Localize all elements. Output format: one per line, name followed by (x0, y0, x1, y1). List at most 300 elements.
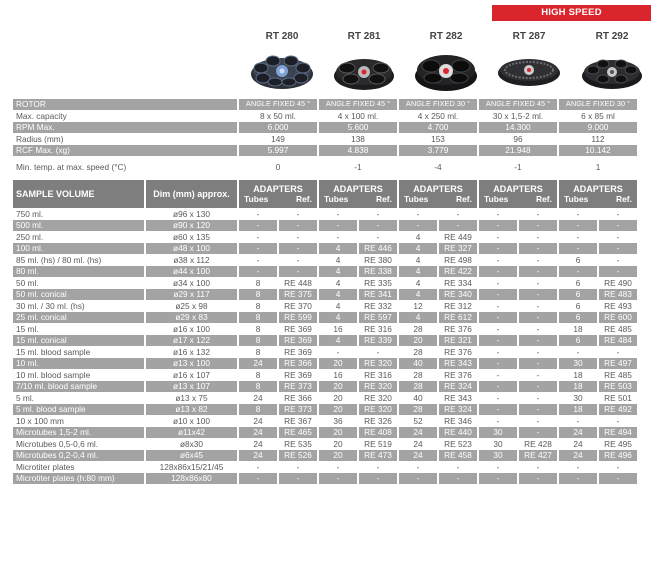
tubes-count: - (479, 462, 517, 473)
adapter-ref: RE 369 (279, 324, 317, 335)
tubes-count: - (479, 220, 517, 231)
sample-row (13, 370, 637, 381)
adapter-ref: - (519, 324, 557, 335)
sample-dimension: ø29 x 117 (146, 289, 237, 300)
tubes-count: 8 (239, 381, 277, 392)
tubes-count: - (479, 404, 517, 415)
tubes-count: - (479, 301, 517, 312)
tubes-count: - (559, 209, 597, 220)
spec-value: 4.838 (319, 145, 397, 156)
sample-label: 5 ml. (13, 393, 144, 404)
tubes-count: - (479, 473, 517, 484)
sample-dimension: ø29 x 83 (146, 312, 237, 323)
spec-value: -1 (319, 157, 397, 179)
tubes-count: 24 (239, 358, 277, 369)
adapter-ref: RE 494 (599, 427, 637, 438)
sample-dimension: ø11x42 (146, 427, 237, 438)
adapter-ref: RE 343 (439, 393, 477, 404)
adapter-ref: - (599, 243, 637, 254)
adapter-ref: - (439, 473, 477, 484)
adapter-ref: RE 495 (599, 439, 637, 450)
tubes-count: - (319, 209, 357, 220)
spec-label: Min. temp. at max. speed (°C) (13, 157, 237, 179)
adapter-ref: RE 316 (359, 324, 397, 335)
spec-value: 14.300 (479, 122, 557, 133)
sample-row (13, 473, 637, 484)
spec-row (13, 145, 637, 156)
tubes-count: - (559, 232, 597, 243)
tubes-count: - (399, 473, 437, 484)
adapter-ref: RE 408 (359, 427, 397, 438)
adapter-ref: - (359, 232, 397, 243)
adapter-ref: RE 427 (519, 450, 557, 461)
tubes-count: 20 (319, 450, 357, 461)
sample-label: 7/10 ml. blood sample (13, 381, 144, 392)
sample-dimension: ø13 x 75 (146, 393, 237, 404)
tubes-count: - (479, 243, 517, 254)
tubes-count: 4 (399, 266, 437, 277)
adapter-ref: RE 600 (599, 312, 637, 323)
tubes-count: 4 (399, 312, 437, 323)
tubes-count: 4 (399, 255, 437, 266)
adapter-ref: - (519, 209, 557, 220)
tubes-count: 4 (319, 278, 357, 289)
spec-value: 1 (559, 157, 637, 179)
adapter-ref: - (359, 473, 397, 484)
adapter-ref: - (519, 301, 557, 312)
adapter-ref: - (519, 393, 557, 404)
tubes-count: - (319, 347, 357, 358)
spec-value: 5.600 (319, 122, 397, 133)
sample-row (13, 289, 637, 300)
adapter-ref: - (439, 220, 477, 231)
tubes-count: 30 (479, 439, 517, 450)
sample-dimension: ø38 x 112 (146, 255, 237, 266)
tubes-count: - (559, 416, 597, 427)
spec-value: -1 (479, 157, 557, 179)
sample-dimension: ø44 x 100 (146, 266, 237, 277)
tubes-count: 24 (399, 427, 437, 438)
adapter-ref: RE 523 (439, 439, 477, 450)
tubes-count: 18 (559, 370, 597, 381)
tubes-count: 24 (559, 439, 597, 450)
tubes-count: 20 (319, 358, 357, 369)
sample-dimension: ø13 x 100 (146, 358, 237, 369)
adapter-ref: RE 497 (599, 358, 637, 369)
spec-rows (13, 99, 637, 179)
sample-row (13, 266, 637, 277)
tubes-count: 8 (239, 312, 277, 323)
sample-dimension: ø10 x 100 (146, 416, 237, 427)
tubes-count: 30 (559, 358, 597, 369)
adapter-ref: - (519, 255, 557, 266)
adapter-ref: RE 369 (279, 347, 317, 358)
sample-dimension: ø6x45 (146, 450, 237, 461)
adapter-ref: - (439, 209, 477, 220)
sample-label: Microtubes 1,5-2 ml. (13, 427, 144, 438)
adapter-ref: - (519, 416, 557, 427)
tubes-count: 24 (559, 427, 597, 438)
tubes-count: 6 (559, 312, 597, 323)
tubes-count: - (479, 312, 517, 323)
adapter-ref: RE 483 (599, 289, 637, 300)
tubes-count: - (479, 347, 517, 358)
adapter-ref: RE 599 (279, 312, 317, 323)
adapter-ref: RE 340 (439, 289, 477, 300)
adapter-ref: RE 485 (599, 324, 637, 335)
sample-label: 25 ml. conical (13, 312, 144, 323)
rotor-rt292-image (575, 46, 649, 94)
adapter-ref: RE 366 (279, 393, 317, 404)
spec-value: 0 (239, 157, 317, 179)
sample-label: Microtiter plates (h:80 mm) (13, 473, 144, 484)
spec-value: 138 (319, 134, 397, 145)
spec-label: RPM Max. (13, 122, 237, 133)
tubes-count: - (239, 266, 277, 277)
adapter-ref: RE 492 (599, 404, 637, 415)
tubes-count: 24 (399, 439, 437, 450)
adapter-ref: RE 327 (439, 243, 477, 254)
tubes-count: 18 (559, 324, 597, 335)
adapter-ref: - (359, 220, 397, 231)
adapter-ref: - (519, 289, 557, 300)
spec-row (13, 99, 637, 110)
tubes-count: - (399, 462, 437, 473)
sample-rows (13, 209, 637, 484)
adapter-ref: - (279, 209, 317, 220)
tubes-count: 8 (239, 335, 277, 346)
adapter-ref: RE 448 (279, 278, 317, 289)
sample-label: 15 ml. conical (13, 335, 144, 346)
adapter-ref: RE 376 (439, 324, 477, 335)
tubes-count: 20 (399, 335, 437, 346)
adapter-ref: - (279, 266, 317, 277)
tubes-count: 4 (319, 255, 357, 266)
adapter-ref: - (359, 209, 397, 220)
adapters-heading-rt281: ADAPTERS Tubes Ref. (319, 180, 397, 208)
adapter-ref: RE 320 (359, 404, 397, 415)
sample-row (13, 278, 637, 289)
rotor-rt282-image (409, 46, 483, 94)
sample-row (13, 439, 637, 450)
tubes-count: - (479, 324, 517, 335)
adapter-ref: - (519, 312, 557, 323)
adapter-ref: - (599, 209, 637, 220)
sample-row (13, 243, 637, 254)
tubes-count: - (479, 370, 517, 381)
adapter-ref: RE 373 (279, 404, 317, 415)
adapter-ref: RE 498 (439, 255, 477, 266)
spec-label: Radius (mm) (13, 134, 237, 145)
spec-value: 4 x 250 ml. (399, 111, 477, 122)
sample-row (13, 381, 637, 392)
sample-row (13, 209, 637, 220)
tubes-count: - (239, 209, 277, 220)
adapter-ref: RE 473 (359, 450, 397, 461)
spec-value: ANGLE FIXED 45 ° (239, 99, 317, 110)
spec-value: 6.000 (239, 122, 317, 133)
tubes-count: - (319, 462, 357, 473)
adapter-ref: - (279, 232, 317, 243)
tubes-count: - (239, 255, 277, 266)
tubes-count: 30 (559, 393, 597, 404)
tubes-count: 4 (319, 243, 357, 254)
tubes-count: 40 (399, 358, 437, 369)
adapter-ref: - (519, 370, 557, 381)
tubes-count: - (319, 220, 357, 231)
adapter-ref: - (519, 266, 557, 277)
rotor-spec-table (11, 98, 639, 485)
sample-dimension: ø8x30 (146, 439, 237, 450)
tubes-count: - (399, 209, 437, 220)
sample-label: 10 x 100 mm (13, 416, 144, 427)
sample-dimension: ø90 x 120 (146, 220, 237, 231)
sample-header-group (13, 180, 637, 208)
tubes-count: - (479, 416, 517, 427)
sample-label: 100 ml. (13, 243, 144, 254)
tubes-count: 20 (319, 439, 357, 450)
spec-value: 8 x 50 ml. (239, 111, 317, 122)
adapter-ref: RE 493 (599, 301, 637, 312)
spec-value: 5.997 (239, 145, 317, 156)
rotor-rt287-image (492, 46, 566, 94)
sample-label: 5 ml. blood sample (13, 404, 144, 415)
adapter-ref: RE 332 (359, 301, 397, 312)
tubes-count: 8 (239, 301, 277, 312)
dimension-heading: Dim (mm) approx. (146, 180, 237, 208)
tubes-count: 6 (559, 289, 597, 300)
adapter-ref: - (519, 404, 557, 415)
tubes-count: 24 (239, 450, 277, 461)
tubes-count: 6 (559, 255, 597, 266)
adapter-ref: RE 449 (439, 232, 477, 243)
tubes-count: 4 (319, 335, 357, 346)
sample-label: 85 ml. (hs) / 80 ml. (hs) (13, 255, 144, 266)
adapter-ref: RE 376 (439, 347, 477, 358)
tubes-count: - (479, 358, 517, 369)
tubes-count: 8 (239, 404, 277, 415)
tubes-count: 28 (399, 324, 437, 335)
tubes-count: 4 (319, 301, 357, 312)
sample-row (13, 220, 637, 231)
adapter-ref: - (599, 255, 637, 266)
spec-value: -4 (399, 157, 477, 179)
adapter-ref: RE 320 (359, 381, 397, 392)
sample-label: Microtubes 0,2-0,4 ml. (13, 450, 144, 461)
sample-dimension: 128x86x80 (146, 473, 237, 484)
tubes-count: - (319, 473, 357, 484)
adapter-ref: RE 375 (279, 289, 317, 300)
sample-header-row (13, 180, 637, 208)
adapter-ref: RE 324 (439, 381, 477, 392)
tubes-count: 18 (559, 404, 597, 415)
sample-row (13, 404, 637, 415)
tubes-count: 20 (319, 381, 357, 392)
tubes-count: 52 (399, 416, 437, 427)
adapter-ref: RE 490 (599, 278, 637, 289)
tubes-count: 4 (319, 266, 357, 277)
adapter-ref: - (439, 462, 477, 473)
adapter-ref: RE 519 (359, 439, 397, 450)
tubes-count: 4 (399, 243, 437, 254)
adapter-ref: RE 458 (439, 450, 477, 461)
adapter-ref: - (359, 347, 397, 358)
tubes-count: 4 (319, 289, 357, 300)
tubes-count: - (479, 393, 517, 404)
adapter-ref: RE 370 (279, 301, 317, 312)
tubes-count: - (479, 255, 517, 266)
adapter-ref: - (519, 358, 557, 369)
tubes-count: - (239, 243, 277, 254)
tubes-count: 8 (239, 289, 277, 300)
sample-label: 10 ml. blood sample (13, 370, 144, 381)
tubes-count: - (319, 232, 357, 243)
adapters-heading-rt280: ADAPTERS Tubes Ref. (239, 180, 317, 208)
adapter-ref: RE 320 (359, 393, 397, 404)
adapters-heading-rt292: ADAPTERS Tubes Ref. (559, 180, 637, 208)
adapter-ref: RE 422 (439, 266, 477, 277)
adapter-ref: - (519, 220, 557, 231)
sample-row (13, 358, 637, 369)
sample-dimension: ø48 x 100 (146, 243, 237, 254)
adapter-ref: RE 373 (279, 381, 317, 392)
tubes-count: 28 (399, 370, 437, 381)
spec-value: 6 x 85 ml (559, 111, 637, 122)
adapter-ref: - (599, 473, 637, 484)
tubes-count: 30 (479, 427, 517, 438)
tubes-count: 8 (239, 324, 277, 335)
sample-row (13, 450, 637, 461)
sample-dimension: ø34 x 100 (146, 278, 237, 289)
tubes-count: 6 (559, 301, 597, 312)
tubes-count: - (479, 335, 517, 346)
spec-row (13, 122, 637, 133)
adapter-ref: - (519, 335, 557, 346)
tubes-count: - (559, 266, 597, 277)
tubes-count: 8 (239, 370, 277, 381)
tubes-count: - (479, 278, 517, 289)
spec-value: ANGLE FIXED 45 ° (479, 99, 557, 110)
sample-label: 30 ml. / 30 ml. (hs) (13, 301, 144, 312)
adapter-ref: RE 326 (359, 416, 397, 427)
adapter-ref: RE 334 (439, 278, 477, 289)
sample-dimension: ø16 x 100 (146, 324, 237, 335)
tubes-count: 8 (239, 347, 277, 358)
tubes-count: 24 (239, 427, 277, 438)
sample-row (13, 301, 637, 312)
adapter-ref: RE 597 (359, 312, 397, 323)
adapter-ref: - (599, 347, 637, 358)
sample-row (13, 232, 637, 243)
tubes-count: 24 (239, 416, 277, 427)
tubes-count: - (479, 209, 517, 220)
spec-row (13, 157, 637, 179)
adapter-ref: RE 321 (439, 335, 477, 346)
adapter-ref: RE 465 (279, 427, 317, 438)
adapter-ref: - (279, 473, 317, 484)
tubes-count: - (559, 473, 597, 484)
spec-value: 96 (479, 134, 557, 145)
adapter-ref: - (279, 462, 317, 473)
adapter-ref: RE 341 (359, 289, 397, 300)
sample-row (13, 312, 637, 323)
sample-dimension: ø17 x 122 (146, 335, 237, 346)
tubes-count: - (559, 243, 597, 254)
spec-value: 149 (239, 134, 317, 145)
adapter-ref: RE 366 (279, 358, 317, 369)
adapter-ref: RE 380 (359, 255, 397, 266)
sample-label: 250 ml. (13, 232, 144, 243)
spec-value: ANGLE FIXED 45 ° (319, 99, 397, 110)
sample-row (13, 427, 637, 438)
adapter-ref: - (279, 220, 317, 231)
tubes-count: - (479, 289, 517, 300)
adapter-ref: RE 484 (599, 335, 637, 346)
adapter-ref: RE 312 (439, 301, 477, 312)
adapter-ref: RE 346 (439, 416, 477, 427)
sample-label: Microtiter plates (13, 462, 144, 473)
tubes-count: 24 (239, 439, 277, 450)
adapters-heading-rt287: ADAPTERS Tubes Ref. (479, 180, 557, 208)
adapter-ref: RE 320 (359, 358, 397, 369)
model-title-rt282: RT 282 (429, 31, 463, 42)
tubes-count: 4 (399, 278, 437, 289)
adapter-ref: - (519, 462, 557, 473)
sample-label: 50 ml. conical (13, 289, 144, 300)
sample-label: 15 ml. (13, 324, 144, 335)
spec-value: 112 (559, 134, 637, 145)
adapter-ref: RE 496 (599, 450, 637, 461)
tubes-count: - (239, 473, 277, 484)
sample-dimension: ø60 x 135 (146, 232, 237, 243)
sample-dimension: ø16 x 132 (146, 347, 237, 358)
sample-dimension: ø13 x 107 (146, 381, 237, 392)
spec-value: 30 x 1,5-2 ml. (479, 111, 557, 122)
adapter-ref: - (359, 462, 397, 473)
sample-dimension: ø16 x 107 (146, 370, 237, 381)
sample-label: 10 ml. (13, 358, 144, 369)
adapter-ref: - (279, 243, 317, 254)
tubes-count: 30 (479, 450, 517, 461)
spec-label: Max. capacity (13, 111, 237, 122)
model-title-rt292: RT 292 (595, 31, 629, 42)
spec-value: 4.700 (399, 122, 477, 133)
sample-dimension: 128x86x15/21/45 (146, 462, 237, 473)
adapter-ref: RE 376 (439, 370, 477, 381)
adapter-ref: - (279, 255, 317, 266)
tubes-count: 18 (559, 381, 597, 392)
tubes-count: - (479, 266, 517, 277)
tubes-count: - (479, 381, 517, 392)
sample-label: Microtubes 0,5-0,6 ml. (13, 439, 144, 450)
tubes-count: 20 (319, 393, 357, 404)
adapter-ref: - (519, 381, 557, 392)
tubes-count: 28 (399, 404, 437, 415)
adapter-ref: RE 612 (439, 312, 477, 323)
model-title-rt280: RT 280 (265, 31, 299, 42)
adapter-ref: RE 503 (599, 381, 637, 392)
tubes-count: - (559, 220, 597, 231)
adapter-ref: - (599, 266, 637, 277)
adapter-ref: RE 335 (359, 278, 397, 289)
tubes-count: 24 (559, 450, 597, 461)
rotor-rt281-image (327, 46, 401, 94)
adapter-ref: - (599, 232, 637, 243)
sample-dimension: ø25 x 98 (146, 301, 237, 312)
adapter-ref: - (599, 416, 637, 427)
tubes-count: 16 (319, 324, 357, 335)
sample-row (13, 324, 637, 335)
